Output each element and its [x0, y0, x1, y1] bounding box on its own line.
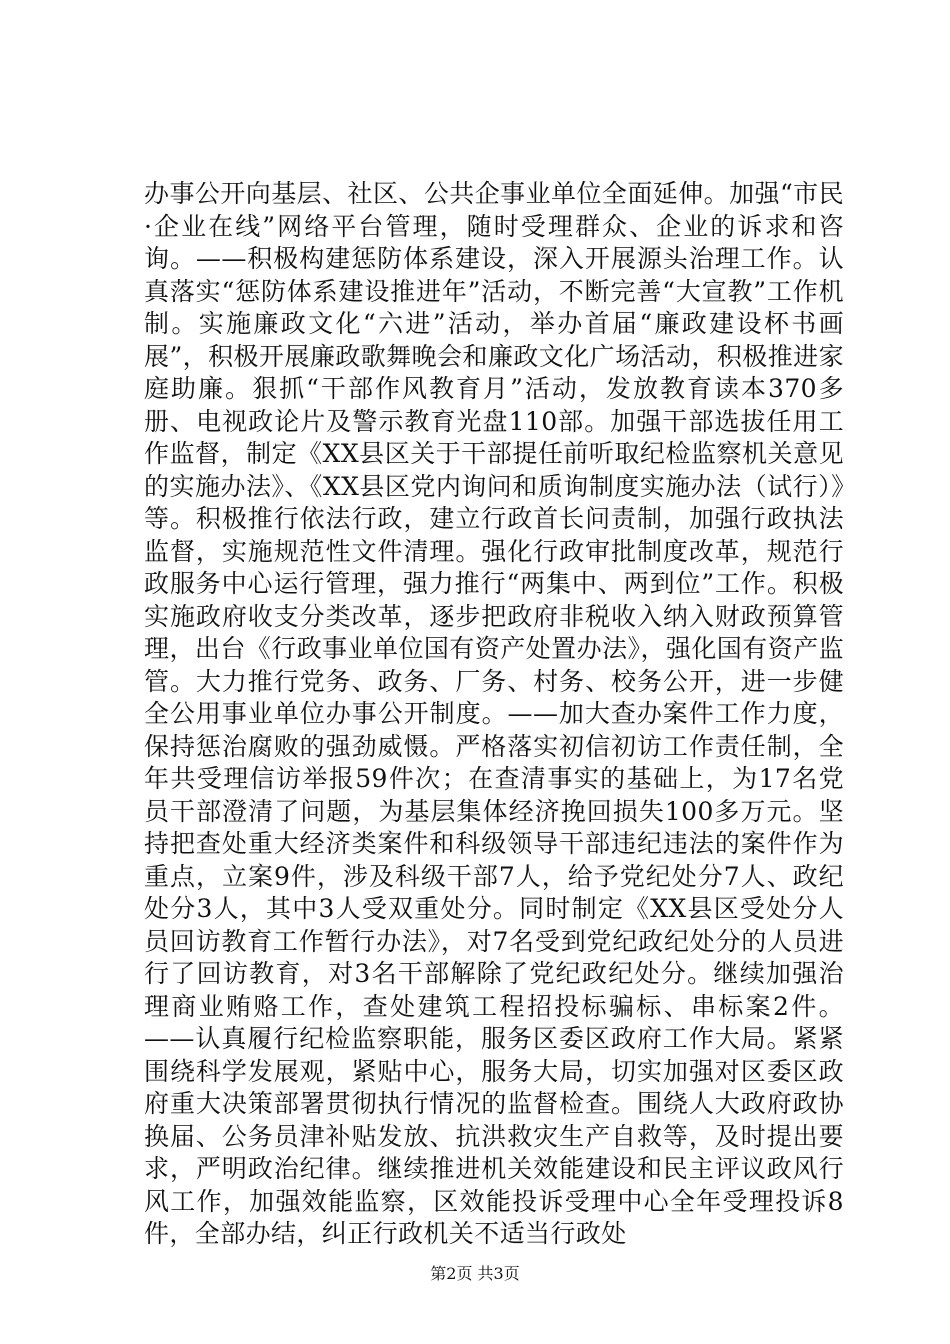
page-footer: 第2页 共3页 — [430, 1264, 520, 1283]
body-paragraph: 办事公开向基层、社区、公共企事业单位全面延伸。加强“市民·企业在线”网络平台管理，随时受理群众、企业的诉求和咨询。——积极构建惩防体系建设，深入开展源头治理工作。认真落实“惩防体系建设推进年”活动，不断完善“大宣教”工作机制。实施廉政文化“六进”活动，举办首届“廉政建设杯书画展”，积极开展廉政歌舞晚会和廉政文化广场活动，积极推进家庭助廉。狠抓“干部作风教育月”活动，发放教育读本370多册、电视政论片及警示教育光盘110部。加强干部选拔任用工作监督，制定《XX县区关于干部提任前听取纪检监察机关意见的实施办法》、《XX县区党内询问和质询制度实施办法（试行）》等。积极推行依法行政，建立行政首长问责制，加强行政执法监督，实施规范性文件清理。强化行政审批制度改革，规范行政服务中心运行管理，强力推行“两集中、两到位”工作。积极实施政府收支分类改革，逐步把政府非税收入纳入财政预算管理，出台《行政事业单位国有资产处置办法》，强化国有资产监管。大力推行党务、政务、厂务、村务、校务公开，进一步健全公用事业单位办事公开制度。——加大查办案件工作力度，保持惩治腐败的强劲威慑。严格落实初信初访工作责任制，全年共受理信访举报59件次；在查清事实的基础上，为17名党员干部澄清了问题，为基层集体经济挽回损失100多万元。坚持把查处重大经济类案件和科级领导干部违纪违法的案件作为重点，立案9件，涉及科级干部7人，给予党纪处分7人、政纪处分3人，其中3人受双重处分。同时制定《XX县区受处分人员回访教育工作暂行办法》，对7名受到党纪政纪处分的人员进行了回访教育，对3名干部解除了党纪政纪处分。继续加强治理商业贿赂工作，查处建筑工程招投标骗标、串标案2件。——认真履行纪检监察职能，服务区委区政府工作大局。紧紧围绕科学发展观，紧贴中心，服务大局，切实加强对区委区政府重大决策部署贯彻执行情况的监督检查。围绕人大政府政协换届、公务员津补贴发放、抗洪救灾生产自救等，及时提出要求，严明政治纪律。继续推进机关效能建设和民主评议政风行风工作，加强效能监察，区效能投诉受理中心全年受理投诉8件，全部办结，纠正行政机关不适当行政处 — [144, 179, 844, 1248]
